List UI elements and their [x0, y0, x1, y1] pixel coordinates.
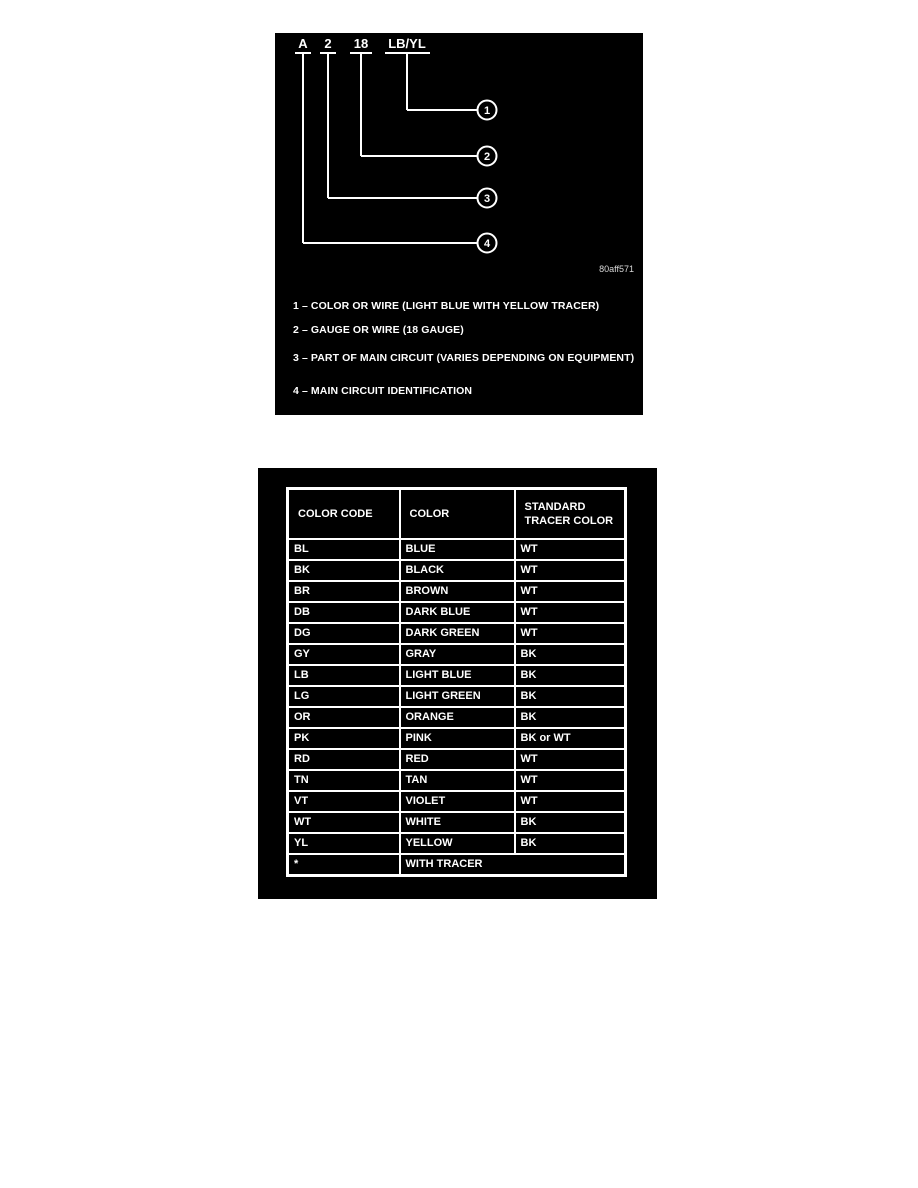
table-row — [288, 728, 626, 749]
callout-1-number: 1 — [483, 105, 491, 117]
callout-4-number: 4 — [483, 238, 491, 250]
cell-tracer: WT — [515, 791, 626, 812]
cell-code: GY — [288, 644, 400, 665]
cell-code: BL — [288, 539, 400, 560]
table-row — [288, 770, 626, 791]
cell-color: VIOLET — [400, 791, 515, 812]
table-header-row — [288, 489, 626, 539]
cell-code: TN — [288, 770, 400, 791]
table-row — [288, 581, 626, 602]
cell-tracer: BK — [515, 644, 626, 665]
cell-tracer: BK — [515, 665, 626, 686]
cell-tracer: WT — [515, 770, 626, 791]
header-color: COLOR — [400, 489, 515, 539]
wire-code-figure — [275, 33, 643, 415]
table-row — [288, 539, 626, 560]
legend-item-2: 2 – GAUGE OR WIRE (18 GAUGE) — [293, 324, 464, 336]
cell-color: LIGHT BLUE — [400, 665, 515, 686]
cell-code: LB — [288, 665, 400, 686]
cell-code: OR — [288, 707, 400, 728]
cell-tracer: BK — [515, 707, 626, 728]
table-row — [288, 707, 626, 728]
callout-3-number: 3 — [483, 193, 491, 205]
cell-tracer: BK — [515, 812, 626, 833]
cell-tracer: WT — [515, 602, 626, 623]
table-row — [288, 749, 626, 770]
cell-code: RD — [288, 749, 400, 770]
cell-tracer: WT — [515, 581, 626, 602]
legend-item-1: 1 – COLOR OR WIRE (LIGHT BLUE WITH YELLOW TRACER) — [293, 300, 600, 312]
cell-code: VT — [288, 791, 400, 812]
cell-color: ORANGE — [400, 707, 515, 728]
cell-code: WT — [288, 812, 400, 833]
cell-color: PINK — [400, 728, 515, 749]
callout-2-number: 2 — [483, 151, 491, 163]
cell-color: BLUE — [400, 539, 515, 560]
table-row — [288, 812, 626, 833]
table-row — [288, 623, 626, 644]
cell-color: BLACK — [400, 560, 515, 581]
table-row — [288, 791, 626, 812]
cell-tracer: WT — [515, 539, 626, 560]
code-part-main-circuit: A — [298, 36, 308, 51]
figure-reference-code: 80aff571 — [599, 264, 634, 274]
code-part-color: LB/YL — [388, 36, 426, 51]
wire-code-diagram — [275, 33, 643, 283]
table-row — [288, 602, 626, 623]
cell-color: LIGHT GREEN — [400, 686, 515, 707]
table-footer-row — [288, 854, 626, 876]
cell-code: DG — [288, 623, 400, 644]
legend-item-4: 4 – MAIN CIRCUIT IDENTIFICATION — [293, 385, 473, 397]
header-color-code: COLOR CODE — [288, 489, 400, 539]
code-part-circuit-part: 2 — [324, 36, 332, 51]
cell-asterisk: * — [288, 854, 400, 876]
cell-color: BROWN — [400, 581, 515, 602]
table-row — [288, 644, 626, 665]
cell-code: PK — [288, 728, 400, 749]
header-standard-tracer-color: STANDARD TRACER COLOR — [515, 489, 626, 539]
cell-color: RED — [400, 749, 515, 770]
cell-color: DARK GREEN — [400, 623, 515, 644]
cell-tracer: WT — [515, 623, 626, 644]
table-row — [288, 686, 626, 707]
cell-code: BR — [288, 581, 400, 602]
code-part-gauge: 18 — [353, 36, 369, 51]
cell-color: TAN — [400, 770, 515, 791]
cell-code: BK — [288, 560, 400, 581]
cell-tracer: BK or WT — [515, 728, 626, 749]
cell-color: GRAY — [400, 644, 515, 665]
cell-tracer: BK — [515, 833, 626, 854]
color-code-figure — [258, 468, 657, 899]
table-row — [288, 560, 626, 581]
legend-item-3: 3 – PART OF MAIN CIRCUIT (VARIES DEPENDING ON EQUIPMENT) — [293, 352, 635, 364]
color-code-table — [286, 487, 627, 877]
table-row — [288, 665, 626, 686]
cell-code: DB — [288, 602, 400, 623]
table-row — [288, 833, 626, 854]
cell-tracer: WT — [515, 560, 626, 581]
cell-color: DARK BLUE — [400, 602, 515, 623]
cell-color: YELLOW — [400, 833, 515, 854]
cell-tracer: WT — [515, 749, 626, 770]
cell-tracer: BK — [515, 686, 626, 707]
cell-code: YL — [288, 833, 400, 854]
cell-color: WHITE — [400, 812, 515, 833]
cell-code: LG — [288, 686, 400, 707]
cell-with-tracer: WITH TRACER — [400, 854, 626, 876]
